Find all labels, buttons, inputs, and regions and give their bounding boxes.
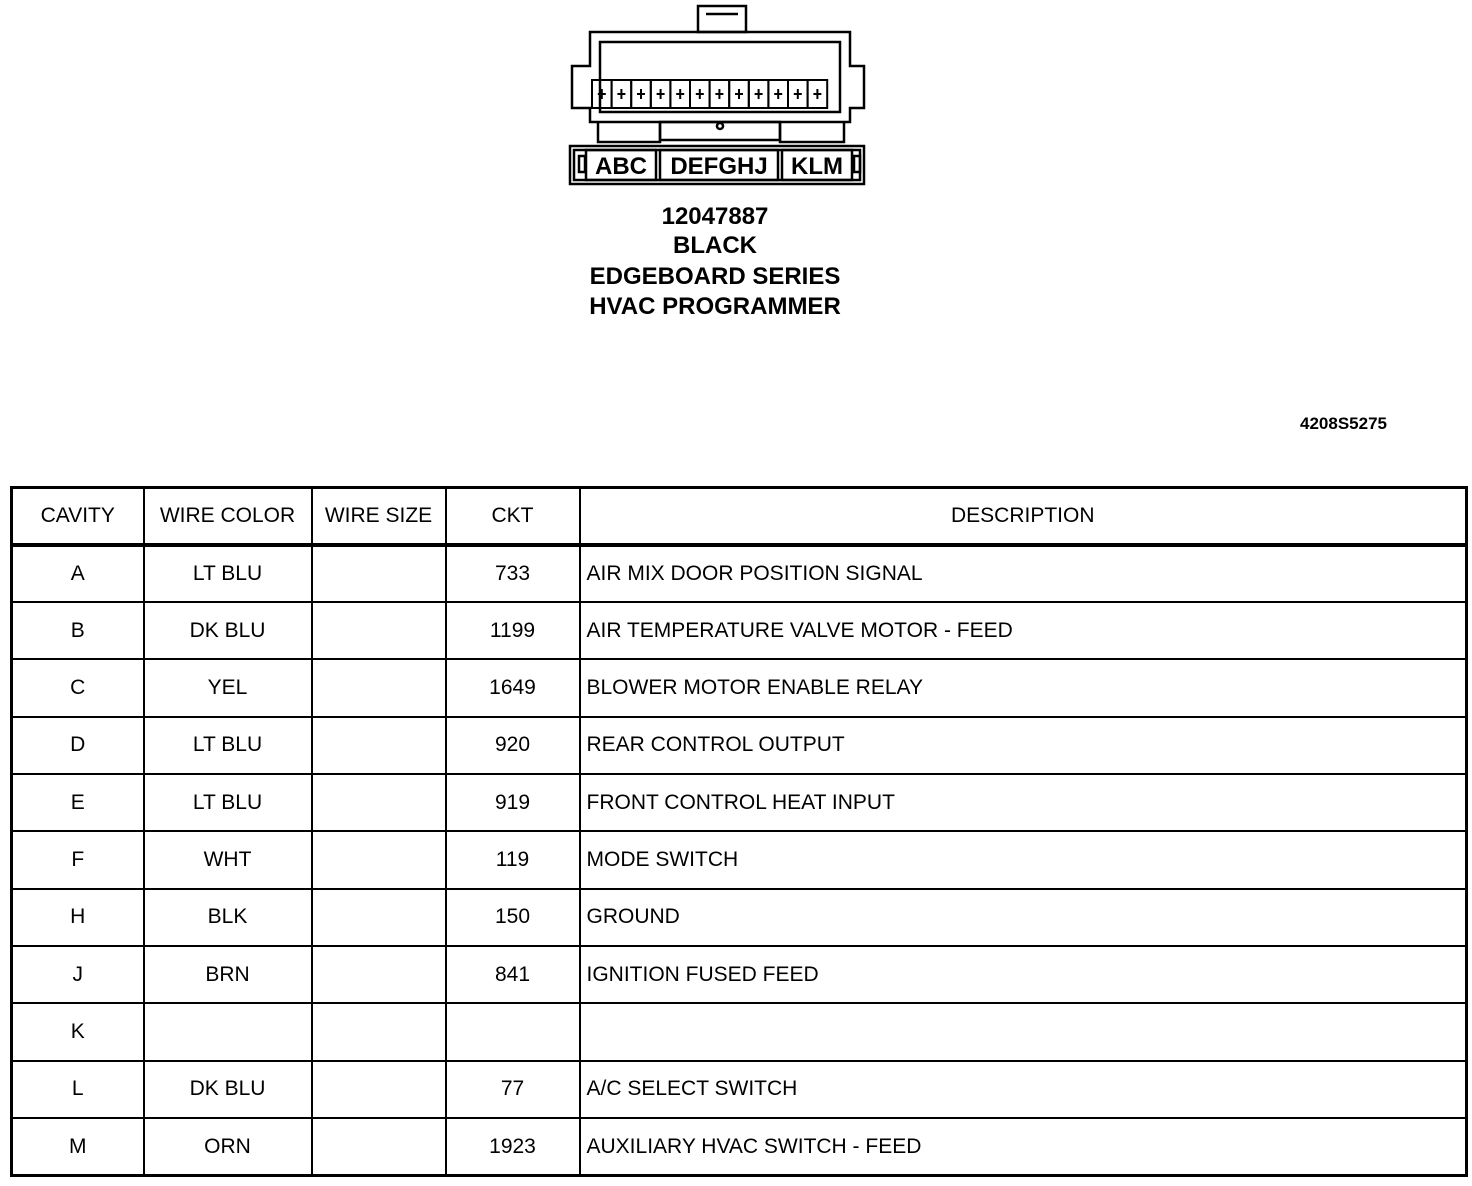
- cell-ckt: [446, 1003, 580, 1060]
- cell-wire-color: WHT: [144, 831, 312, 888]
- cell-ckt: 733: [446, 545, 580, 602]
- cell-wire-color: LT BLU: [144, 545, 312, 602]
- cell-description: REAR CONTROL OUTPUT: [580, 717, 1467, 774]
- pin-terminal: [735, 89, 743, 99]
- pin-terminal: [715, 89, 723, 99]
- pin-terminal: [696, 89, 704, 99]
- table-row: [12, 545, 1467, 602]
- cell-description: MODE SWITCH: [580, 831, 1467, 888]
- cell-wire-color: DK BLU: [144, 602, 312, 659]
- cell-description: AIR MIX DOOR POSITION SIGNAL: [580, 545, 1467, 602]
- label-group-1: ABC: [595, 153, 647, 180]
- cell-cavity: J: [12, 946, 144, 1003]
- cell-cavity: L: [12, 1061, 144, 1118]
- pin-terminal: [774, 89, 782, 99]
- header-ckt: CKT: [446, 488, 580, 545]
- latch-tab: [698, 6, 746, 32]
- table-row: [12, 717, 1467, 774]
- cell-cavity: M: [12, 1118, 144, 1175]
- part-number: 12047887: [661, 203, 769, 230]
- header-wire-size: WIRE SIZE: [312, 488, 446, 545]
- connector-color: BLACK: [673, 232, 757, 259]
- pin-row: [592, 80, 827, 108]
- cell-cavity: K: [12, 1003, 144, 1060]
- cell-ckt: 920: [446, 717, 580, 774]
- header-wire-color: WIRE COLOR: [144, 488, 312, 545]
- cell-wire-size: [312, 774, 446, 831]
- cell-ckt: 919: [446, 774, 580, 831]
- cell-wire-color: BLK: [144, 889, 312, 946]
- cell-cavity: B: [12, 602, 144, 659]
- cell-wire-size: [312, 717, 446, 774]
- cell-wire-color: YEL: [144, 659, 312, 716]
- component-name: HVAC PROGRAMMER: [589, 293, 841, 320]
- cell-description: IGNITION FUSED FEED: [580, 946, 1467, 1003]
- cell-cavity: F: [12, 831, 144, 888]
- cell-description: AIR TEMPERATURE VALVE MOTOR - FEED: [580, 602, 1467, 659]
- cell-description: [580, 1003, 1467, 1060]
- cell-description: FRONT CONTROL HEAT INPUT: [580, 774, 1467, 831]
- table-row: [12, 1003, 1467, 1060]
- cell-wire-color: LT BLU: [144, 717, 312, 774]
- table-row: [12, 774, 1467, 831]
- cell-ckt: 119: [446, 831, 580, 888]
- cell-description: BLOWER MOTOR ENABLE RELAY: [580, 659, 1467, 716]
- cell-ckt: 1199: [446, 602, 580, 659]
- table-row: [12, 1118, 1467, 1175]
- cell-ckt: 77: [446, 1061, 580, 1118]
- pin-terminal: [813, 89, 821, 99]
- cell-cavity: D: [12, 717, 144, 774]
- table-row: [12, 831, 1467, 888]
- cell-wire-size: [312, 1003, 446, 1060]
- label-group-3: KLM: [791, 153, 843, 180]
- connector-series: EDGEBOARD SERIES: [589, 263, 841, 290]
- cell-wire-color: [144, 1003, 312, 1060]
- cell-description: A/C SELECT SWITCH: [580, 1061, 1467, 1118]
- cell-wire-size: [312, 831, 446, 888]
- cell-wire-size: [312, 1118, 446, 1175]
- pin-terminal: [657, 89, 665, 99]
- table-row: [12, 1061, 1467, 1118]
- table-row: [12, 602, 1467, 659]
- cell-wire-size: [312, 889, 446, 946]
- cell-cavity: H: [12, 889, 144, 946]
- cell-ckt: 150: [446, 889, 580, 946]
- cell-ckt: 1649: [446, 659, 580, 716]
- cell-wire-color: BRN: [144, 946, 312, 1003]
- cell-cavity: A: [12, 545, 144, 602]
- cell-ckt: 1923: [446, 1118, 580, 1175]
- figure-id: 4208S5275: [1300, 414, 1387, 433]
- table-header-row: [12, 488, 1467, 545]
- cell-wire-color: ORN: [144, 1118, 312, 1175]
- cell-description: AUXILIARY HVAC SWITCH - FEED: [580, 1118, 1467, 1175]
- header-cavity: CAVITY: [12, 488, 144, 545]
- table-row: [12, 946, 1467, 1003]
- cell-wire-size: [312, 545, 446, 602]
- pinout-table: [10, 486, 1468, 1177]
- cell-wire-size: [312, 1061, 446, 1118]
- cell-cavity: C: [12, 659, 144, 716]
- cell-wire-color: LT BLU: [144, 774, 312, 831]
- pin-terminal: [676, 89, 684, 99]
- label-group-2: DEFGHJ: [670, 153, 768, 180]
- connector-diagram: [560, 0, 880, 195]
- table-row: [12, 889, 1467, 946]
- cell-wire-color: DK BLU: [144, 1061, 312, 1118]
- cell-description: GROUND: [580, 889, 1467, 946]
- header-description: DESCRIPTION: [580, 488, 1467, 545]
- pin-terminal: [794, 89, 802, 99]
- table-row: [12, 659, 1467, 716]
- pin-terminal: [755, 89, 763, 99]
- pin-terminal: [637, 89, 645, 99]
- cell-wire-size: [312, 946, 446, 1003]
- cell-cavity: E: [12, 774, 144, 831]
- cell-wire-size: [312, 659, 446, 716]
- cell-ckt: 841: [446, 946, 580, 1003]
- pin-terminal: [617, 89, 625, 99]
- cell-wire-size: [312, 602, 446, 659]
